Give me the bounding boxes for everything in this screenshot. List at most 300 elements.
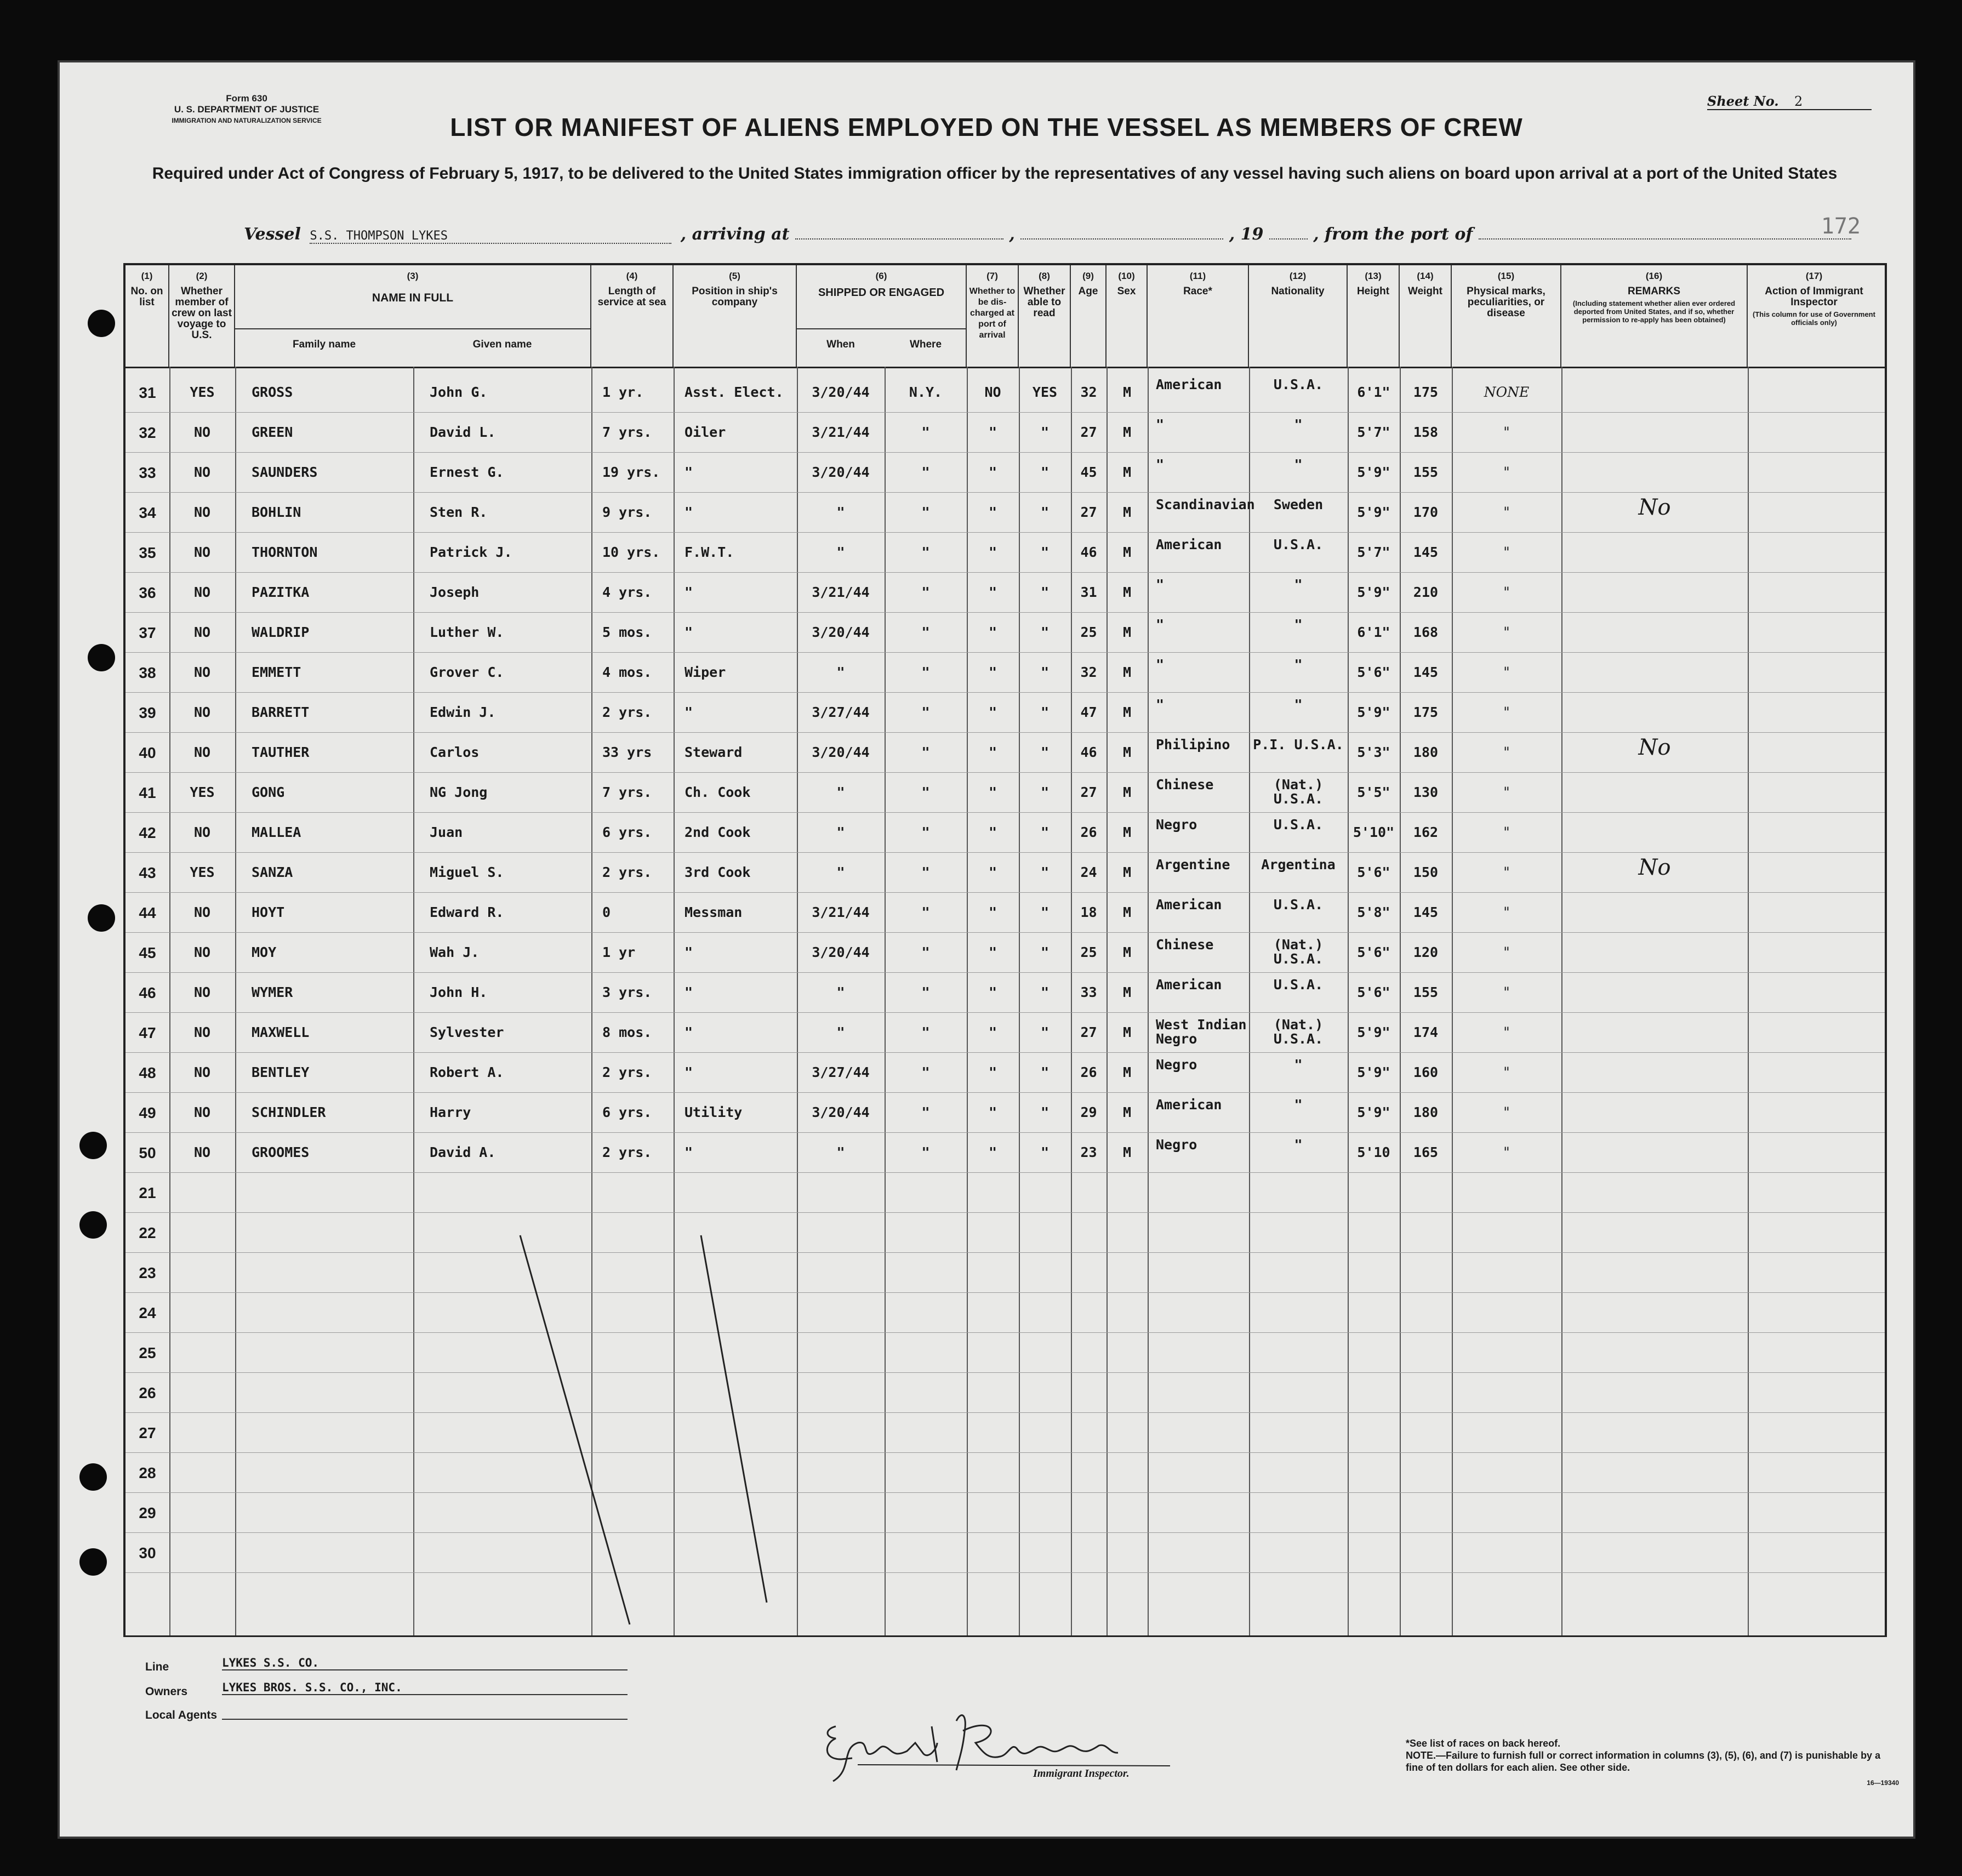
- service-name: IMMIGRATION AND NATURALIZATION SERVICE: [172, 117, 322, 124]
- shipped-when-cell: ": [836, 984, 845, 1000]
- row-number: 40: [139, 744, 156, 761]
- sex-cell: M: [1122, 1064, 1132, 1080]
- shipped-when-cell: 3/20/44: [812, 384, 870, 400]
- sex-cell: M: [1122, 504, 1132, 520]
- weight-cell: 175: [1413, 704, 1439, 720]
- position-cell: Asst. Elect.: [685, 384, 784, 400]
- given-name-cell: Joseph: [430, 584, 480, 600]
- sex-cell: M: [1122, 1024, 1132, 1040]
- shipped-where-cell: ": [921, 1104, 930, 1120]
- col-header-nationality: (12) Nationality: [1249, 265, 1348, 367]
- weight-cell: 155: [1413, 464, 1439, 480]
- shipped-where-cell: ": [921, 784, 930, 800]
- family-name-cell: GONG: [252, 784, 285, 800]
- discharged-cell: ": [988, 504, 997, 520]
- physical-marks-cell: ": [1503, 744, 1510, 760]
- nationality-cell: ": [1294, 697, 1303, 712]
- shipped-when-cell: ": [836, 824, 845, 840]
- position-cell: ": [685, 1024, 693, 1040]
- given-name-cell: Harry: [430, 1104, 471, 1120]
- race-cell: American: [1156, 1097, 1222, 1113]
- age-cell: 29: [1080, 1104, 1097, 1120]
- age-cell: 27: [1080, 504, 1097, 520]
- shipped-when-cell: 3/21/44: [812, 424, 870, 440]
- nationality-cell: Argentina: [1261, 857, 1336, 873]
- shipped-when-cell: 3/20/44: [812, 944, 870, 960]
- shipped-when-cell: ": [836, 544, 845, 560]
- row-number: 48: [139, 1064, 156, 1081]
- height-cell: 5'9": [1357, 1104, 1390, 1120]
- service-cell: 7 yrs.: [602, 424, 652, 440]
- row-number: 31: [139, 384, 156, 401]
- family-name-cell: WALDRIP: [252, 624, 310, 640]
- row-number: 25: [139, 1344, 156, 1361]
- race-cell: Negro: [1156, 1057, 1197, 1073]
- remarks-cell: No: [1638, 735, 1671, 760]
- given-name-cell: John H.: [430, 984, 488, 1000]
- height-cell: 5'5": [1357, 784, 1390, 800]
- crew-cell: YES: [190, 784, 215, 800]
- owners-value: LYKES BROS. S.S. CO., INC.: [222, 1681, 628, 1695]
- shipped-where-cell: ": [921, 464, 930, 480]
- line-label: Line: [145, 1661, 169, 1673]
- shipped-when-cell: ": [836, 504, 845, 520]
- punch-hole: [88, 310, 115, 337]
- physical-marks-cell: ": [1503, 1024, 1510, 1040]
- race-cell: West Indian Negro: [1156, 1017, 1247, 1047]
- arriving-field: [795, 238, 1003, 240]
- weight-cell: 175: [1413, 384, 1439, 400]
- discharged-cell: ": [988, 1064, 997, 1080]
- shipped-where-cell: ": [921, 424, 930, 440]
- nationality-cell: (Nat.) U.S.A.: [1273, 777, 1324, 807]
- age-cell: 25: [1080, 944, 1097, 960]
- document-subtitle: Required under Act of Congress of February 5, 1917, to be delivered to the United States immigration officer by the representatives of any vessel having such aliens on board upon arrival at a port of the United States: [152, 164, 1838, 183]
- nationality-cell: ": [1294, 1057, 1303, 1073]
- sheet-label: Sheet No.: [1707, 93, 1779, 109]
- position-cell: ": [685, 584, 693, 600]
- discharged-cell: ": [988, 704, 997, 720]
- able-to-read-cell: ": [1040, 1144, 1050, 1160]
- service-cell: 6 yrs.: [602, 1104, 652, 1120]
- discharged-cell: ": [988, 1144, 997, 1160]
- weight-cell: 158: [1413, 424, 1439, 440]
- weight-cell: 145: [1413, 904, 1439, 920]
- nationality-cell: P.I. U.S.A.: [1253, 737, 1344, 752]
- race-cell: ": [1156, 417, 1165, 432]
- age-cell: 45: [1080, 464, 1097, 480]
- able-to-read-cell: ": [1040, 664, 1050, 680]
- given-name-cell: NG Jong: [430, 784, 488, 800]
- race-cell: ": [1156, 697, 1165, 712]
- physical-marks-cell: ": [1503, 504, 1510, 520]
- service-cell: 7 yrs.: [602, 784, 652, 800]
- sex-cell: M: [1122, 984, 1132, 1000]
- col-header-height: (13) Height: [1348, 265, 1400, 367]
- family-name-cell: THORNTON: [252, 544, 318, 560]
- shipped-where-cell: ": [921, 904, 930, 920]
- col-header-sex: (10) Sex: [1107, 265, 1148, 367]
- physical-marks-cell: ": [1503, 464, 1510, 480]
- given-name-cell: Robert A.: [430, 1064, 504, 1080]
- sex-cell: M: [1122, 904, 1132, 920]
- race-cell: American: [1156, 537, 1222, 552]
- sex-cell: M: [1122, 624, 1132, 640]
- race-cell: ": [1156, 457, 1165, 472]
- service-cell: 1 yr.: [602, 384, 644, 400]
- height-cell: 5'9": [1357, 504, 1390, 520]
- able-to-read-cell: ": [1040, 744, 1050, 760]
- physical-marks-cell: ": [1503, 864, 1510, 880]
- weight-cell: 180: [1413, 1104, 1439, 1120]
- shipped-when-cell: 3/20/44: [812, 744, 870, 760]
- able-to-read-cell: ": [1040, 624, 1050, 640]
- row-number: 39: [139, 704, 156, 721]
- family-name-cell: HOYT: [252, 904, 285, 920]
- crew-cell: NO: [193, 704, 211, 720]
- able-to-read-cell: ": [1040, 1104, 1050, 1120]
- shipped-where-cell: ": [921, 944, 930, 960]
- row-number: 26: [139, 1384, 156, 1401]
- weight-cell: 168: [1413, 624, 1439, 640]
- able-to-read-cell: ": [1040, 824, 1050, 840]
- race-cell: Chinese: [1156, 937, 1214, 953]
- discharged-cell: ": [988, 904, 997, 920]
- crew-cell: NO: [193, 1104, 211, 1120]
- height-cell: 5'8": [1357, 904, 1390, 920]
- col-header-name: (3) NAME IN FULL Family name Given name: [235, 265, 591, 367]
- able-to-read-cell: ": [1040, 904, 1050, 920]
- row-number: 44: [139, 904, 156, 921]
- race-note: *See list of races on back hereof.: [1406, 1738, 1561, 1749]
- race-cell: ": [1156, 577, 1165, 592]
- height-cell: 5'9": [1357, 1064, 1390, 1080]
- crew-cell: NO: [193, 984, 211, 1000]
- discharged-cell: ": [988, 744, 997, 760]
- shipped-when-cell: 3/27/44: [812, 704, 870, 720]
- row-number: 34: [139, 504, 156, 521]
- age-cell: 32: [1080, 664, 1097, 680]
- shipped-where-cell: ": [921, 744, 930, 760]
- row-number: 37: [139, 624, 156, 641]
- sex-cell: M: [1122, 704, 1132, 720]
- family-name-cell: TAUTHER: [252, 744, 310, 760]
- owners-label: Owners: [145, 1685, 188, 1698]
- discharged-cell: ": [988, 544, 997, 560]
- shipped-where-cell: ": [921, 544, 930, 560]
- race-cell: American: [1156, 977, 1222, 993]
- crew-cell: NO: [193, 464, 211, 480]
- sex-cell: M: [1122, 384, 1132, 400]
- nationality-cell: ": [1294, 577, 1303, 592]
- family-name-cell: MALLEA: [252, 824, 301, 840]
- sex-cell: M: [1122, 1144, 1132, 1160]
- inspector-label: Immigrant Inspector.: [1033, 1767, 1130, 1780]
- height-cell: 5'10: [1357, 1144, 1390, 1160]
- able-to-read-cell: ": [1040, 424, 1050, 440]
- document-title: LIST OR MANIFEST OF ALIENS EMPLOYED ON THE VESSEL AS MEMBERS OF CREW: [450, 113, 1523, 141]
- row-number: 36: [139, 584, 156, 601]
- family-name-cell: GROSS: [252, 384, 293, 400]
- col-header-weight: (14) Weight: [1400, 265, 1452, 367]
- service-cell: 33 yrs: [602, 744, 652, 760]
- sex-cell: M: [1122, 944, 1132, 960]
- discharged-cell: ": [988, 1024, 997, 1040]
- position-cell: F.W.T.: [685, 544, 734, 560]
- position-cell: ": [685, 984, 693, 1000]
- physical-marks-cell: ": [1503, 944, 1510, 960]
- row-number: 29: [139, 1504, 156, 1521]
- crew-cell: YES: [190, 864, 215, 880]
- able-to-read-cell: YES: [1032, 384, 1058, 400]
- age-cell: 18: [1080, 904, 1097, 920]
- discharged-cell: ": [988, 984, 997, 1000]
- crew-cell: NO: [193, 744, 211, 760]
- weight-cell: 160: [1413, 1064, 1439, 1080]
- position-cell: ": [685, 624, 693, 640]
- weight-cell: 150: [1413, 864, 1439, 880]
- position-cell: ": [685, 504, 693, 520]
- sex-cell: M: [1122, 784, 1132, 800]
- shipped-where-cell: ": [921, 824, 930, 840]
- nationality-cell: ": [1294, 617, 1303, 632]
- nationality-cell: ": [1294, 657, 1303, 672]
- discharged-cell: ": [988, 784, 997, 800]
- sex-cell: M: [1122, 464, 1132, 480]
- weight-cell: 180: [1413, 744, 1439, 760]
- shipped-where-cell: ": [921, 584, 930, 600]
- physical-marks-cell: ": [1503, 824, 1510, 840]
- position-cell: Utility: [685, 1104, 743, 1120]
- nationality-cell: ": [1294, 1097, 1303, 1113]
- discharged-cell: ": [988, 864, 997, 880]
- col-header-service: (4) Length of service at sea: [591, 265, 674, 367]
- row-number: 24: [139, 1304, 156, 1321]
- comma-blank: ,: [1009, 225, 1015, 244]
- nationality-cell: U.S.A.: [1273, 977, 1324, 993]
- shipped-where-cell: ": [921, 624, 930, 640]
- shipped-when-cell: ": [836, 1144, 845, 1160]
- physical-marks-cell: ": [1503, 664, 1510, 680]
- remarks-cell: No: [1638, 855, 1671, 880]
- shipped-where-cell: ": [921, 1024, 930, 1040]
- position-cell: ": [685, 464, 693, 480]
- crew-cell: NO: [193, 1144, 211, 1160]
- weight-cell: 210: [1413, 584, 1439, 600]
- row-number: 35: [139, 544, 156, 561]
- discharged-cell: ": [988, 584, 997, 600]
- crew-cell: NO: [193, 424, 211, 440]
- crew-cell: NO: [193, 1024, 211, 1040]
- given-name-cell: Grover C.: [430, 664, 504, 680]
- arriving-label: , arriving at: [680, 225, 790, 244]
- position-cell: ": [685, 944, 693, 960]
- vessel-line: [244, 225, 1778, 244]
- weight-cell: 162: [1413, 824, 1439, 840]
- height-cell: 5'10": [1353, 824, 1395, 840]
- discharged-cell: ": [988, 664, 997, 680]
- physical-marks-cell: ": [1503, 624, 1510, 640]
- able-to-read-cell: ": [1040, 1064, 1050, 1080]
- physical-marks-cell: ": [1503, 544, 1510, 560]
- age-cell: 31: [1080, 584, 1097, 600]
- service-cell: 2 yrs.: [602, 864, 652, 880]
- service-cell: 2 yrs.: [602, 704, 652, 720]
- remarks-cell: No: [1638, 495, 1671, 520]
- row-number: 41: [139, 784, 156, 801]
- row-number: 21: [139, 1184, 156, 1201]
- family-name-cell: MOY: [252, 944, 277, 960]
- able-to-read-cell: ": [1040, 1024, 1050, 1040]
- discharged-cell: ": [988, 624, 997, 640]
- age-cell: 25: [1080, 624, 1097, 640]
- col-header-age: (9) Age: [1071, 265, 1107, 367]
- service-cell: 10 yrs.: [602, 544, 660, 560]
- cancellation-line: [520, 1235, 630, 1624]
- family-name-cell: BOHLIN: [252, 504, 301, 520]
- col-header-shipped: (6) SHIPPED OR ENGAGED When Where: [797, 265, 967, 367]
- height-cell: 5'9": [1357, 1024, 1390, 1040]
- service-cell: 4 mos.: [602, 664, 652, 680]
- punch-hole: [88, 644, 115, 671]
- able-to-read-cell: ": [1040, 464, 1050, 480]
- height-cell: 5'3": [1357, 744, 1390, 760]
- family-name-cell: PAZITKA: [252, 584, 310, 600]
- discharged-cell: ": [988, 1104, 997, 1120]
- row-number: 45: [139, 944, 156, 961]
- physical-marks-cell: ": [1503, 584, 1510, 600]
- row-number: 30: [139, 1544, 156, 1561]
- weight-cell: 165: [1413, 1144, 1439, 1160]
- discharged-cell: NO: [984, 384, 1001, 400]
- position-cell: ": [685, 704, 693, 720]
- row-number: 33: [139, 464, 156, 481]
- nationality-cell: Sweden: [1273, 497, 1324, 512]
- physical-marks-cell: ": [1503, 984, 1510, 1000]
- date-field: [1020, 238, 1223, 240]
- service-cell: 9 yrs.: [602, 504, 652, 520]
- height-cell: 6'1": [1357, 624, 1390, 640]
- given-name-cell: Sylvester: [430, 1024, 504, 1040]
- col-header-no: (1) No. on list: [126, 265, 169, 367]
- service-cell: 0: [602, 904, 611, 920]
- given-name-cell: Luther W.: [430, 624, 504, 640]
- given-name-cell: Patrick J.: [430, 544, 512, 560]
- family-name-cell: MAXWELL: [252, 1024, 310, 1040]
- age-cell: 46: [1080, 744, 1097, 760]
- height-cell: 5'6": [1357, 944, 1390, 960]
- given-name-cell: Sten R.: [430, 504, 488, 520]
- able-to-read-cell: ": [1040, 864, 1050, 880]
- penalty-note: NOTE.—Failure to furnish full or correct information in columns (3), (5), (6), and (7) is punishable by a fine of ten dollars for each alien. See other side.: [1406, 1750, 1881, 1773]
- height-cell: 5'9": [1357, 584, 1390, 600]
- weight-cell: 174: [1413, 1024, 1439, 1040]
- family-name-cell: SANZA: [252, 864, 293, 880]
- row-number: 23: [139, 1264, 156, 1281]
- position-cell: Steward: [685, 744, 743, 760]
- year-field: [1269, 238, 1308, 240]
- year-label: , 19: [1229, 225, 1264, 244]
- print-code: 16—19340: [1867, 1779, 1899, 1787]
- given-name-cell: Wah J.: [430, 944, 480, 960]
- nationality-cell: U.S.A.: [1273, 377, 1324, 392]
- race-cell: ": [1156, 657, 1165, 672]
- shipped-where-cell: ": [921, 984, 930, 1000]
- height-cell: 5'9": [1357, 704, 1390, 720]
- weight-cell: 145: [1413, 544, 1439, 560]
- crew-cell: NO: [193, 1064, 211, 1080]
- punch-hole: [79, 1211, 107, 1239]
- row-number: 28: [139, 1464, 156, 1481]
- crew-cell: NO: [193, 824, 211, 840]
- family-name-cell: BENTLEY: [252, 1064, 310, 1080]
- height-cell: 5'9": [1357, 464, 1390, 480]
- given-name-cell: Ernest G.: [430, 464, 504, 480]
- row-number: 50: [139, 1144, 156, 1161]
- nationality-cell: U.S.A.: [1273, 537, 1324, 552]
- nationality-cell: ": [1294, 457, 1303, 472]
- crew-cell: NO: [193, 664, 211, 680]
- race-cell: American: [1156, 377, 1222, 392]
- height-cell: 5'7": [1357, 544, 1390, 560]
- row-number: 22: [139, 1224, 156, 1241]
- age-cell: 46: [1080, 544, 1097, 560]
- shipped-where-cell: ": [921, 704, 930, 720]
- col-header-position: (5) Position in ship's company: [674, 265, 797, 367]
- service-cell: 1 yr: [602, 944, 636, 960]
- position-cell: Wiper: [685, 664, 726, 680]
- weight-cell: 130: [1413, 784, 1439, 800]
- from-field: [1479, 238, 1851, 240]
- shipped-where-cell: ": [921, 1064, 930, 1080]
- discharged-cell: ": [988, 824, 997, 840]
- age-cell: 27: [1080, 424, 1097, 440]
- given-name-cell: Juan: [430, 824, 463, 840]
- shipped-where-cell: ": [921, 504, 930, 520]
- shipped-when-cell: ": [836, 664, 845, 680]
- able-to-read-cell: ": [1040, 784, 1050, 800]
- family-name-cell: GREEN: [252, 424, 293, 440]
- crew-cell: NO: [193, 544, 211, 560]
- height-cell: 6'1": [1357, 384, 1390, 400]
- nationality-cell: U.S.A.: [1273, 817, 1324, 832]
- col-header-action: (17) Action of Immigrant Inspector (This column for use of Government officials only): [1753, 271, 1875, 327]
- weight-cell: 170: [1413, 504, 1439, 520]
- service-cell: 4 yrs.: [602, 584, 652, 600]
- row-number: 32: [139, 424, 156, 441]
- row-number: 46: [139, 984, 156, 1001]
- nationality-cell: ": [1294, 417, 1303, 432]
- sex-cell: M: [1122, 664, 1132, 680]
- family-name-cell: SCHINDLER: [252, 1104, 326, 1120]
- sex-cell: M: [1122, 1104, 1132, 1120]
- shipped-where-cell: ": [921, 864, 930, 880]
- shipped-where-cell: ": [921, 664, 930, 680]
- crew-cell: NO: [193, 504, 211, 520]
- discharged-cell: ": [988, 464, 997, 480]
- family-name-cell: BARRETT: [252, 704, 310, 720]
- crew-table: [123, 263, 1887, 1637]
- form-number: Form 630: [226, 93, 267, 104]
- age-cell: 47: [1080, 704, 1097, 720]
- sex-cell: M: [1122, 424, 1132, 440]
- shipped-when-cell: ": [836, 864, 845, 880]
- age-cell: 27: [1080, 784, 1097, 800]
- from-label: , from the port of: [1313, 225, 1473, 244]
- department-name: U. S. DEPARTMENT OF JUSTICE: [174, 104, 320, 115]
- shipped-when-cell: 3/21/44: [812, 584, 870, 600]
- position-cell: Ch. Cook: [685, 784, 751, 800]
